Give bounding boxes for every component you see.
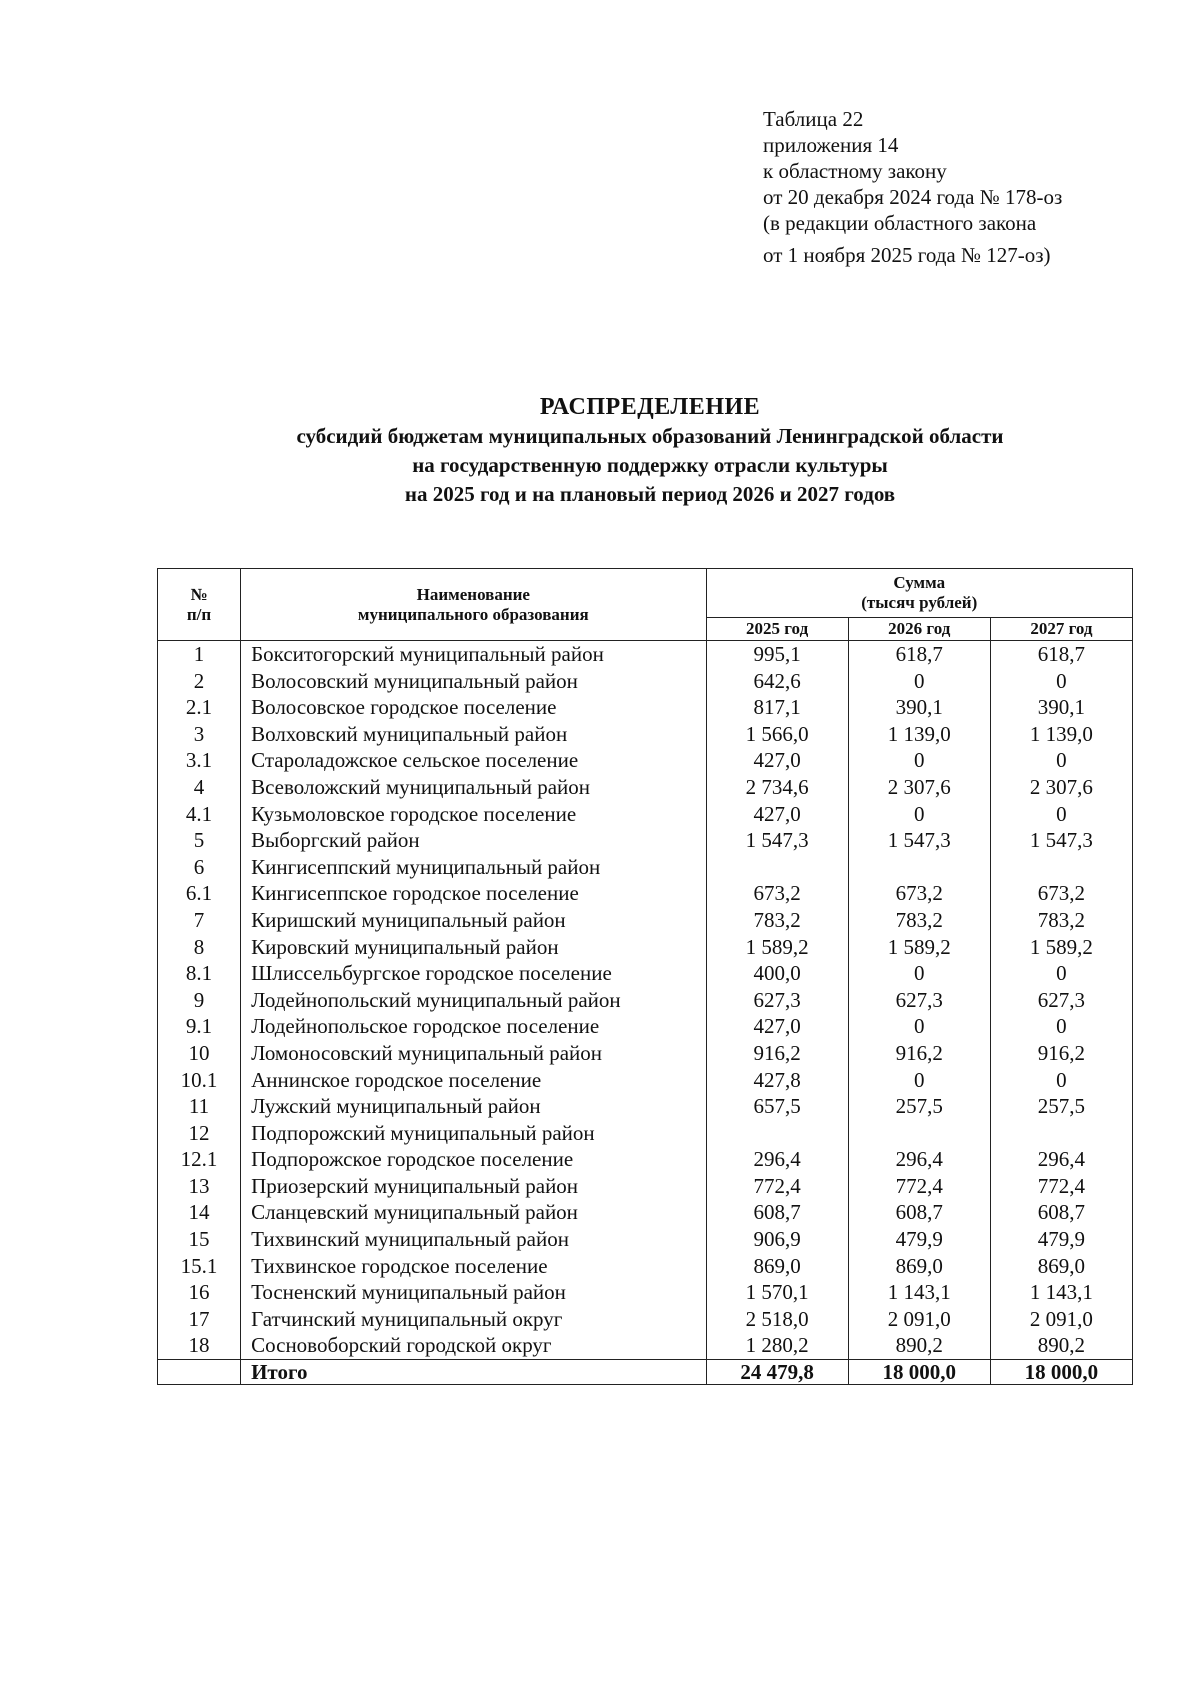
total-label: Итого bbox=[241, 1360, 706, 1385]
title-line-2: на государственную поддержку отрасли культуры bbox=[412, 453, 888, 477]
document-title bbox=[150, 392, 1150, 509]
row-name: Киришский муниципальный район bbox=[241, 907, 706, 934]
row-value-2025: 906,9 bbox=[706, 1226, 848, 1253]
row-value-2027 bbox=[990, 854, 1132, 881]
row-name: Шлиссельбургское городское поселение bbox=[241, 960, 706, 987]
row-value-2025: 1 589,2 bbox=[706, 934, 848, 961]
row-value-2027: 1 143,1 bbox=[990, 1279, 1132, 1306]
row-value-2027: 608,7 bbox=[990, 1199, 1132, 1226]
row-name: Волосовское городское поселение bbox=[241, 694, 706, 721]
table-row bbox=[158, 1226, 1133, 1253]
table-row bbox=[158, 1173, 1133, 1200]
row-value-2027: 2 307,6 bbox=[990, 774, 1132, 801]
row-number: 3.1 bbox=[158, 747, 241, 774]
table-row bbox=[158, 880, 1133, 907]
row-number: 15.1 bbox=[158, 1253, 241, 1280]
row-name: Бокситогорский муниципальный район bbox=[241, 641, 706, 668]
row-number: 4.1 bbox=[158, 801, 241, 828]
header-edition: (в редакции областного закона bbox=[763, 211, 1037, 235]
row-value-2026: 1 139,0 bbox=[848, 721, 990, 748]
row-name: Ломоносовский муниципальный район bbox=[241, 1040, 706, 1067]
table-row bbox=[158, 1067, 1133, 1094]
row-value-2025: 772,4 bbox=[706, 1173, 848, 1200]
row-value-2027: 890,2 bbox=[990, 1332, 1132, 1359]
row-value-2025: 427,0 bbox=[706, 801, 848, 828]
row-value-2026 bbox=[848, 1120, 990, 1147]
row-value-2025: 1 547,3 bbox=[706, 827, 848, 854]
row-value-2026 bbox=[848, 854, 990, 881]
row-value-2027: 869,0 bbox=[990, 1253, 1132, 1280]
row-number: 15 bbox=[158, 1226, 241, 1253]
row-name: Лодейнопольское городское поселение bbox=[241, 1013, 706, 1040]
table-row bbox=[158, 854, 1133, 881]
row-value-2026: 0 bbox=[848, 1013, 990, 1040]
row-name: Подпорожский муниципальный район bbox=[241, 1120, 706, 1147]
row-number: 2.1 bbox=[158, 694, 241, 721]
row-value-2025: 642,6 bbox=[706, 668, 848, 695]
header-edition-date: от 1 ноября 2025 года № 127-оз) bbox=[763, 243, 1051, 267]
row-value-2025: 1 280,2 bbox=[706, 1332, 848, 1359]
row-value-2027: 0 bbox=[990, 668, 1132, 695]
row-value-2025: 1 566,0 bbox=[706, 721, 848, 748]
col-header-number-line1: № bbox=[190, 584, 208, 604]
table-row bbox=[158, 1093, 1133, 1120]
row-name: Аннинское городское поселение bbox=[241, 1067, 706, 1094]
table-row bbox=[158, 934, 1133, 961]
row-name: Кировский муниципальный район bbox=[241, 934, 706, 961]
row-name: Всеволожский муниципальный район bbox=[241, 774, 706, 801]
header-appendix: приложения 14 bbox=[763, 133, 899, 157]
document-header bbox=[763, 106, 1062, 268]
col-header-year-2027: 2027 год bbox=[990, 618, 1132, 641]
col-header-year-2026: 2026 год bbox=[848, 618, 990, 641]
row-name: Сосновоборский городской округ bbox=[241, 1332, 706, 1359]
table-row bbox=[158, 1146, 1133, 1173]
row-value-2027: 0 bbox=[990, 1013, 1132, 1040]
row-name: Тихвинское городское поселение bbox=[241, 1253, 706, 1280]
row-number: 12.1 bbox=[158, 1146, 241, 1173]
row-name: Сланцевский муниципальный район bbox=[241, 1199, 706, 1226]
table-row bbox=[158, 1279, 1133, 1306]
col-header-number bbox=[158, 569, 241, 641]
row-value-2027: 257,5 bbox=[990, 1093, 1132, 1120]
row-value-2025: 427,0 bbox=[706, 1013, 848, 1040]
row-value-2026: 772,4 bbox=[848, 1173, 990, 1200]
table-row bbox=[158, 1013, 1133, 1040]
row-value-2027: 0 bbox=[990, 801, 1132, 828]
row-value-2025: 427,0 bbox=[706, 747, 848, 774]
row-value-2027: 296,4 bbox=[990, 1146, 1132, 1173]
row-number: 4 bbox=[158, 774, 241, 801]
col-header-sum bbox=[706, 569, 1132, 618]
table-row bbox=[158, 960, 1133, 987]
total-2027: 18 000,0 bbox=[990, 1360, 1132, 1385]
row-value-2027: 673,2 bbox=[990, 880, 1132, 907]
table-row bbox=[158, 641, 1133, 668]
row-number: 12 bbox=[158, 1120, 241, 1147]
col-header-name-line2: муниципального образования bbox=[357, 604, 589, 624]
row-value-2027: 0 bbox=[990, 960, 1132, 987]
row-value-2025 bbox=[706, 854, 848, 881]
table-row bbox=[158, 1306, 1133, 1333]
row-value-2025: 296,4 bbox=[706, 1146, 848, 1173]
row-value-2026: 869,0 bbox=[848, 1253, 990, 1280]
row-value-2026: 2 091,0 bbox=[848, 1306, 990, 1333]
row-number: 11 bbox=[158, 1093, 241, 1120]
row-value-2025: 817,1 bbox=[706, 694, 848, 721]
row-value-2025 bbox=[706, 1120, 848, 1147]
col-header-name-line1: Наименование bbox=[416, 584, 530, 604]
row-name: Гатчинский муниципальный округ bbox=[241, 1306, 706, 1333]
row-value-2025: 916,2 bbox=[706, 1040, 848, 1067]
row-value-2026: 1 547,3 bbox=[848, 827, 990, 854]
row-value-2025: 657,5 bbox=[706, 1093, 848, 1120]
row-value-2025: 427,8 bbox=[706, 1067, 848, 1094]
col-header-name bbox=[241, 569, 706, 641]
row-value-2026: 2 307,6 bbox=[848, 774, 990, 801]
row-name: Выборгский район bbox=[241, 827, 706, 854]
table-body bbox=[158, 641, 1133, 1360]
row-value-2027: 1 547,3 bbox=[990, 827, 1132, 854]
row-value-2025: 869,0 bbox=[706, 1253, 848, 1280]
row-number: 8 bbox=[158, 934, 241, 961]
table-row bbox=[158, 774, 1133, 801]
row-value-2027: 2 091,0 bbox=[990, 1306, 1132, 1333]
row-value-2025: 608,7 bbox=[706, 1199, 848, 1226]
row-number: 7 bbox=[158, 907, 241, 934]
col-header-year-2025: 2025 год bbox=[706, 618, 848, 641]
table-row bbox=[158, 694, 1133, 721]
table-row bbox=[158, 1253, 1133, 1280]
total-2025: 24 479,8 bbox=[706, 1360, 848, 1385]
row-name: Подпорожское городское поселение bbox=[241, 1146, 706, 1173]
row-name: Волховский муниципальный район bbox=[241, 721, 706, 748]
row-value-2027: 390,1 bbox=[990, 694, 1132, 721]
row-value-2026: 0 bbox=[848, 747, 990, 774]
row-number: 18 bbox=[158, 1332, 241, 1359]
row-number: 8.1 bbox=[158, 960, 241, 987]
row-value-2026: 618,7 bbox=[848, 641, 990, 668]
row-value-2027: 618,7 bbox=[990, 641, 1132, 668]
row-value-2025: 995,1 bbox=[706, 641, 848, 668]
header-law-ref: к областному закону bbox=[763, 159, 947, 183]
row-value-2027: 627,3 bbox=[990, 987, 1132, 1014]
row-name: Кингисеппское городское поселение bbox=[241, 880, 706, 907]
row-name: Лодейнопольский муниципальный район bbox=[241, 987, 706, 1014]
row-value-2026: 479,9 bbox=[848, 1226, 990, 1253]
row-name: Староладожское сельское поселение bbox=[241, 747, 706, 774]
row-value-2027: 1 589,2 bbox=[990, 934, 1132, 961]
total-row bbox=[158, 1360, 1133, 1385]
row-value-2026: 0 bbox=[848, 801, 990, 828]
row-value-2026: 0 bbox=[848, 1067, 990, 1094]
row-value-2027: 783,2 bbox=[990, 907, 1132, 934]
col-header-sum-line2: (тысяч рублей) bbox=[861, 593, 978, 612]
row-name: Кингисеппский муниципальный район bbox=[241, 854, 706, 881]
row-value-2027 bbox=[990, 1120, 1132, 1147]
row-value-2026: 916,2 bbox=[848, 1040, 990, 1067]
row-value-2027: 772,4 bbox=[990, 1173, 1132, 1200]
row-number: 9.1 bbox=[158, 1013, 241, 1040]
row-value-2026: 1 589,2 bbox=[848, 934, 990, 961]
row-value-2025: 627,3 bbox=[706, 987, 848, 1014]
row-number: 16 bbox=[158, 1279, 241, 1306]
table-row bbox=[158, 907, 1133, 934]
table-row bbox=[158, 1332, 1133, 1359]
row-value-2027: 0 bbox=[990, 747, 1132, 774]
row-name: Кузьмоловское городское поселение bbox=[241, 801, 706, 828]
header-table-number: Таблица 22 bbox=[763, 107, 864, 131]
row-value-2026: 608,7 bbox=[848, 1199, 990, 1226]
row-value-2026: 1 143,1 bbox=[848, 1279, 990, 1306]
title-line-3: на 2025 год и на плановый период 2026 и 2027 годов bbox=[404, 482, 896, 506]
total-num-cell bbox=[158, 1360, 241, 1385]
row-name: Тихвинский муниципальный район bbox=[241, 1226, 706, 1253]
row-value-2027: 916,2 bbox=[990, 1040, 1132, 1067]
row-name: Лужский муниципальный район bbox=[241, 1093, 706, 1120]
col-header-sum-line1: Сумма bbox=[893, 573, 946, 592]
table-row bbox=[158, 668, 1133, 695]
row-number: 1 bbox=[158, 641, 241, 668]
total-2026: 18 000,0 bbox=[848, 1360, 990, 1385]
row-value-2025: 783,2 bbox=[706, 907, 848, 934]
title-line-1: субсидий бюджетам муниципальных образований Ленинградской области bbox=[296, 424, 1004, 448]
table-row bbox=[158, 827, 1133, 854]
row-name: Волосовский муниципальный район bbox=[241, 668, 706, 695]
row-value-2025: 1 570,1 bbox=[706, 1279, 848, 1306]
table-row bbox=[158, 987, 1133, 1014]
row-value-2027: 1 139,0 bbox=[990, 721, 1132, 748]
row-number: 6.1 bbox=[158, 880, 241, 907]
col-header-number-line2: п/п bbox=[186, 604, 212, 624]
row-value-2027: 479,9 bbox=[990, 1226, 1132, 1253]
row-name: Тосненский муниципальный район bbox=[241, 1279, 706, 1306]
row-value-2025: 673,2 bbox=[706, 880, 848, 907]
row-value-2025: 2 518,0 bbox=[706, 1306, 848, 1333]
row-number: 2 bbox=[158, 668, 241, 695]
row-value-2027: 0 bbox=[990, 1067, 1132, 1094]
row-number: 6 bbox=[158, 854, 241, 881]
row-number: 3 bbox=[158, 721, 241, 748]
table-row bbox=[158, 747, 1133, 774]
table-row bbox=[158, 801, 1133, 828]
row-number: 13 bbox=[158, 1173, 241, 1200]
row-value-2026: 627,3 bbox=[848, 987, 990, 1014]
row-number: 9 bbox=[158, 987, 241, 1014]
row-number: 14 bbox=[158, 1199, 241, 1226]
row-value-2026: 0 bbox=[848, 960, 990, 987]
row-value-2026: 390,1 bbox=[848, 694, 990, 721]
row-value-2025: 2 734,6 bbox=[706, 774, 848, 801]
row-number: 5 bbox=[158, 827, 241, 854]
row-value-2026: 296,4 bbox=[848, 1146, 990, 1173]
row-value-2026: 0 bbox=[848, 668, 990, 695]
table-row bbox=[158, 1120, 1133, 1147]
row-number: 17 bbox=[158, 1306, 241, 1333]
row-number: 10.1 bbox=[158, 1067, 241, 1094]
table-row bbox=[158, 721, 1133, 748]
row-number: 10 bbox=[158, 1040, 241, 1067]
table-row bbox=[158, 1040, 1133, 1067]
table-row bbox=[158, 1199, 1133, 1226]
row-value-2025: 400,0 bbox=[706, 960, 848, 987]
row-value-2026: 890,2 bbox=[848, 1332, 990, 1359]
row-name: Приозерский муниципальный район bbox=[241, 1173, 706, 1200]
row-value-2026: 783,2 bbox=[848, 907, 990, 934]
title-main: РАСПРЕДЕЛЕНИЕ bbox=[539, 394, 761, 420]
distribution-table bbox=[157, 568, 1133, 1385]
header-law-date: от 20 декабря 2024 года № 178-оз bbox=[763, 185, 1063, 209]
row-value-2026: 257,5 bbox=[848, 1093, 990, 1120]
row-value-2026: 673,2 bbox=[848, 880, 990, 907]
